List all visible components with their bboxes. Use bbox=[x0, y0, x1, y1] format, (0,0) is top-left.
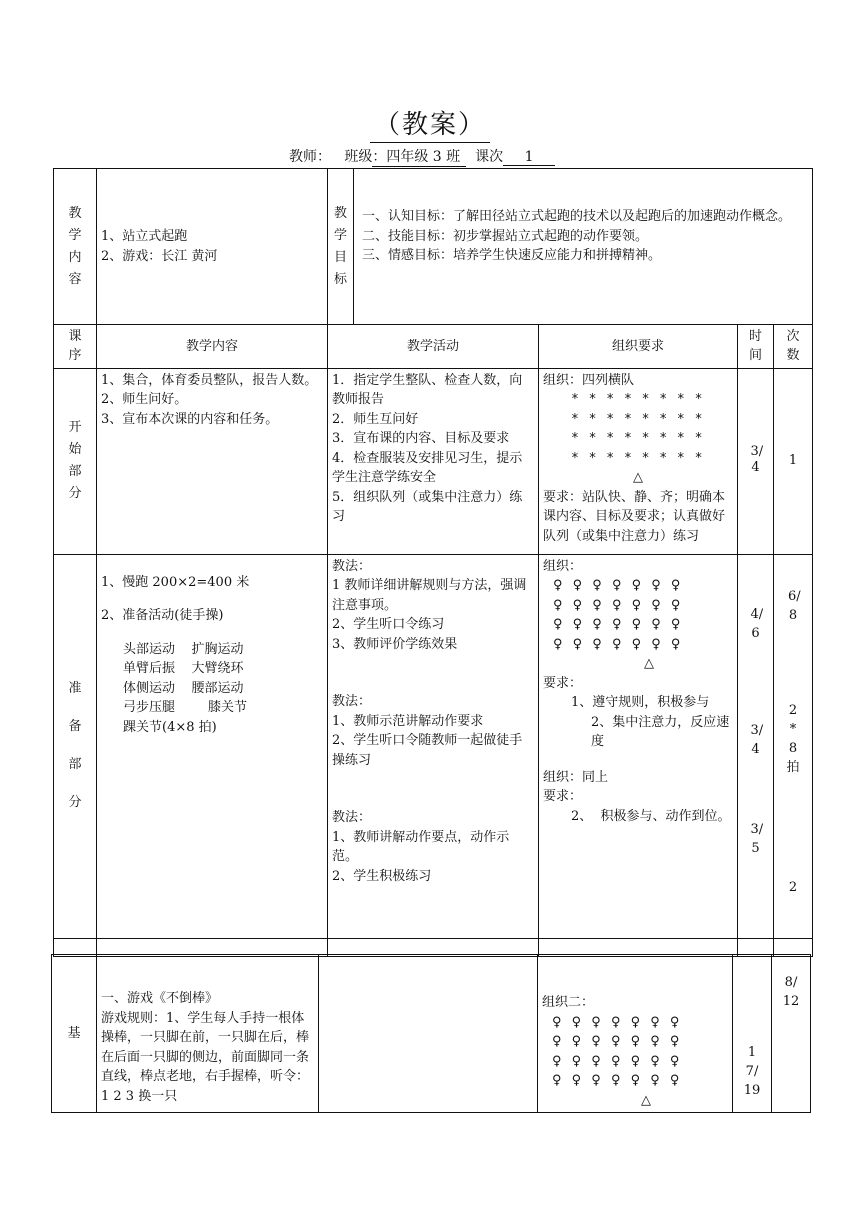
prep-req-label: 要求： bbox=[543, 675, 583, 691]
teacher-triangle-icon: △ bbox=[644, 656, 654, 671]
start-activity: 1．指定学生整队、检查人数，向教师报告 2．师生互问好 3．宣布课的内容、目标及要求 4．检查服装及安排见习生，提示学生注意学练安全 5．组织队列（或集中注意力）练习 bbox=[328, 368, 539, 554]
basic-content-cell bbox=[97, 955, 319, 1113]
prep-time-2: 3/4 bbox=[750, 723, 764, 757]
formation-row: ♀ ♀ ♀ ♀ ♀ ♀ ♀ bbox=[553, 597, 684, 613]
formation-row: ♀ ♀ ♀ ♀ ♀ ♀ ♀ bbox=[552, 1073, 683, 1088]
prep-req-3: 2、 积极参与、动作到位。 bbox=[571, 808, 731, 824]
exercise-item: 体侧运动 腰部运动 bbox=[123, 680, 244, 696]
col-seq-header: 课序 bbox=[54, 325, 97, 369]
class-label: 班级 bbox=[344, 149, 373, 165]
basic-activity-cell bbox=[319, 955, 538, 1113]
game-rules: 游戏规则：1、学生每人手持一根体操棒，一只脚在前，一只脚在后，棒在后面一只脚的侧边，前面脚同一条直线，棒点老地，右手握棒，听令：1 2 3 换一只 bbox=[101, 1010, 310, 1104]
prep-req-2: 2、集中注意力，反应速度 bbox=[591, 714, 730, 749]
start-org-title: 组织：四列横队 bbox=[543, 372, 635, 388]
prep-org-2: 组织：同上 要求： bbox=[543, 769, 609, 804]
prep-time-1: 4/6 bbox=[750, 606, 764, 641]
prep-activity-cell bbox=[328, 554, 539, 938]
prep-method-3: 教法： 1、教师讲解动作要点，动作示范。 2、学生积极练习 bbox=[332, 810, 510, 884]
formation-row: ♀ ♀ ♀ ♀ ♀ ♀ ♀ bbox=[552, 1034, 683, 1049]
goal-cognitive: 一、认知目标：了解田径站立式起跑的技术以及起跑后的加速跑动作概念。 bbox=[362, 209, 792, 225]
exercise-item: 踝关节(4×8 拍) bbox=[123, 719, 217, 735]
game-title: 一、游戏《不倒棒》 bbox=[101, 991, 219, 1006]
prep-method-2: 教法： 1、教师示范讲解动作要求 2、学生听口令随教师一起做徒手操练习 bbox=[332, 694, 523, 768]
header-info-line bbox=[289, 146, 555, 167]
teacher-triangle-icon: △ bbox=[633, 470, 643, 485]
basic-org-title: 组织二： bbox=[542, 995, 595, 1010]
goal-emotion: 三、情感目标：培养学生快速反应能力和拼搏精神。 bbox=[362, 248, 662, 264]
prep-org-cell bbox=[539, 554, 738, 938]
start-org-cell bbox=[539, 368, 738, 554]
prep-org-title: 组织： bbox=[543, 558, 583, 574]
prep-time-3: 3/5 bbox=[750, 821, 764, 856]
formation-row: ♀ ♀ ♀ ♀ ♀ ♀ ♀ bbox=[552, 1053, 683, 1069]
content-text: 1、站立式起跑 2、游戏：长江 黄河 bbox=[97, 169, 328, 325]
lesson-plan-table bbox=[53, 168, 813, 957]
teacher-triangle-icon: △ bbox=[641, 1092, 651, 1108]
exercise-item: 头部运动 扩胸运动 bbox=[123, 641, 244, 657]
page-title: （教案） bbox=[0, 104, 860, 141]
formation-row: * * * * * * * * bbox=[571, 392, 704, 407]
col-activity-header: 教学活动 bbox=[328, 325, 539, 369]
basic-seq-cell: 基 bbox=[52, 955, 97, 1113]
formation-row: ♀ ♀ ♀ ♀ ♀ ♀ ♀ bbox=[553, 617, 684, 632]
formation-row: ♀ ♀ ♀ ♀ ♀ ♀ ♀ bbox=[552, 1014, 683, 1030]
basic-org-cell bbox=[538, 955, 733, 1113]
lesson-label: 课次 bbox=[475, 149, 504, 165]
exercise-item: 单臂后振 大臂绕环 bbox=[123, 661, 244, 676]
start-count: 1 bbox=[774, 368, 813, 554]
formation-row: * * * * * * * * bbox=[571, 411, 704, 427]
prep-method-1: 教法： 1 教师详细讲解规则与方法，强调注意事项。 2、学生听口令练习 3、教师评价学练效果 bbox=[332, 558, 527, 652]
col-time-header: 时间 bbox=[738, 325, 774, 369]
content-label-cell: 教学内容 bbox=[54, 169, 97, 325]
formation-row: ♀ ♀ ♀ ♀ ♀ ♀ ♀ bbox=[553, 636, 684, 652]
start-content: 1、集合，体育委员整队，报告人数。 2、师生问好。 3、宣布本次课的内容和任务。 bbox=[97, 368, 328, 554]
lesson-value: 1 bbox=[503, 149, 555, 166]
col-count-header: 次数 bbox=[774, 325, 813, 369]
col-content-header: 教学内容 bbox=[97, 325, 328, 369]
prep-count-3: 2 bbox=[788, 879, 798, 895]
prep-warmup: 2、准备活动(徒手操) bbox=[101, 608, 224, 623]
teacher-label: 教师： bbox=[289, 149, 331, 165]
start-time: 3/4 bbox=[738, 368, 774, 554]
formation-row: * * * * * * * * bbox=[571, 431, 704, 446]
prep-run: 1、慢跑 200×2=400 米 bbox=[101, 574, 250, 590]
goal-label-cell: 教学目标 bbox=[328, 169, 354, 325]
col-org-header: 组织要求 bbox=[539, 325, 738, 369]
formation-row: * * * * * * * * bbox=[571, 450, 704, 466]
prep-req-1: 1、遵守规则，积极参与 bbox=[571, 695, 710, 710]
prep-count-cell bbox=[774, 554, 813, 938]
formation-row: ♀ ♀ ♀ ♀ ♀ ♀ ♀ bbox=[553, 578, 684, 593]
basic-count-cell bbox=[772, 955, 811, 1113]
basic-count: 8/12 bbox=[782, 975, 800, 1009]
prep-seq-cell: 准备部分 bbox=[54, 554, 97, 938]
basic-time: 17/19 bbox=[743, 1045, 761, 1098]
exercise-item: 弓步压腿 膝关节 bbox=[123, 700, 248, 715]
basic-section-table bbox=[51, 954, 811, 1113]
goals-cell bbox=[354, 169, 813, 325]
prep-count-1: 6/8 bbox=[788, 588, 801, 623]
goal-skill: 二、技能目标：初步掌握站立式起跑的动作要领。 bbox=[362, 228, 649, 244]
prep-content-cell bbox=[97, 554, 328, 938]
basic-time-cell bbox=[733, 955, 772, 1113]
prep-count-2: 2*8拍 bbox=[786, 703, 800, 775]
start-org-requirement: 要求：站队快、静、齐；明确本课内容、目标及要求；认真做好队列（或集中注意力）练习 bbox=[543, 489, 726, 544]
prep-time-cell bbox=[738, 554, 774, 938]
class-value: ：四年级 3 班 bbox=[372, 146, 466, 167]
start-seq-cell: 开始部分 bbox=[54, 368, 97, 554]
